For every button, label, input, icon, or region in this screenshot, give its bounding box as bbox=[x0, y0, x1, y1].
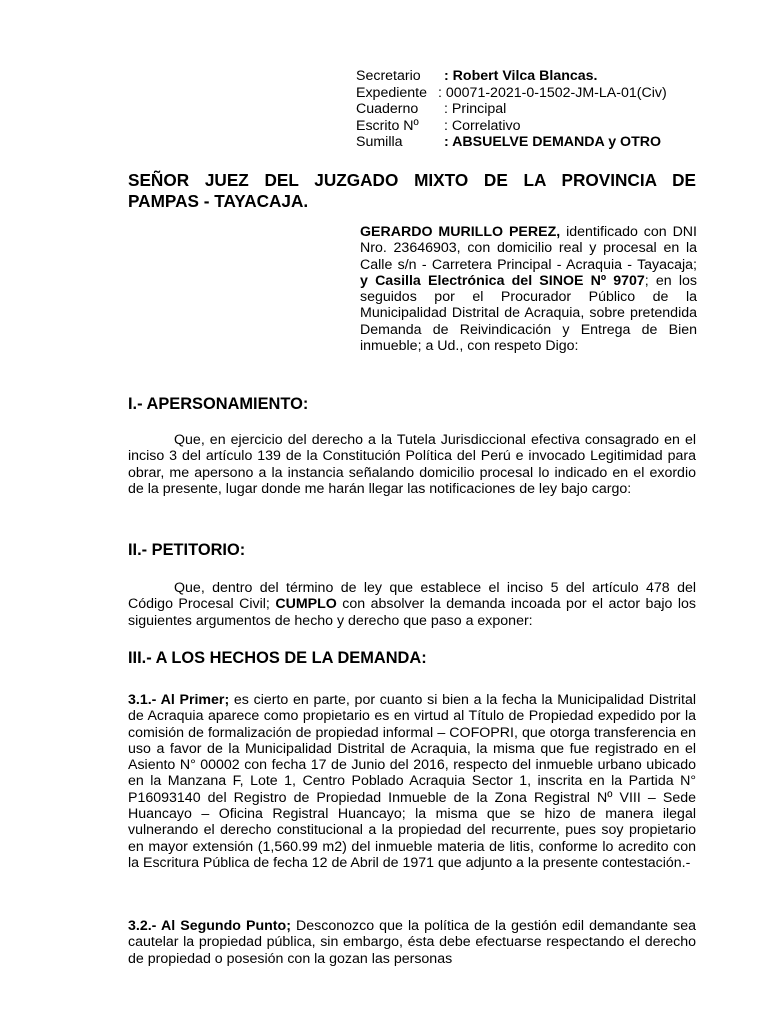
case-header-row bbox=[356, 85, 667, 102]
case-header-row bbox=[356, 101, 667, 118]
escrito-label: Escrito Nº bbox=[356, 117, 419, 134]
case-header-row bbox=[356, 68, 667, 85]
case-header-row bbox=[356, 134, 667, 151]
hechos-3-1-title: 3.1.- Al Primer; bbox=[128, 692, 230, 708]
intro-text-1: identificado con DNI Nro. 23646903, con domicilio real y procesal en la Calle s/n - Carretera Principal - Acraquia - Tayacaja; bbox=[360, 224, 697, 273]
hechos-3-1-text: es cierto en parte, por cuanto si bien a la fecha la Municipalidad Distrital de Acraquia aparece como propietario es en virtud al Título de Propiedad expedido por la comisión de formalización de propiedad informal – COFOPRI, que otorga transferencia en uso a favor de la Municipalidad Distrital de Acraquia, la misma que fue registrado en el Asiento N° 00002 con fecha 17 de Junio del 2016, respecto del inmueble urbano ubicado en la Manzana F, Lote 1, Centro Poblado Acraquia Sector 1, inscrita en la Partida N° P16093140 del Registro de Propiedad Inmueble de la Zona Registral Nº VIII – Sede Huancayo – Oficina Registral Huancayo; la misma que se hizo de manera ilegal vulnerando el derecho constitucional a la propiedad del recurrente, pues soy propietario en mayor extensión (1,560.99 m2) del inmueble materia de litis, conforme lo acredito con la Escritura Pública de fecha 12 de Abril de 1971 que adjunto a la presente contestación.- bbox=[128, 692, 696, 871]
plaintiff-name: GERARDO MURILLO PEREZ, bbox=[360, 224, 561, 240]
hechos-3-2-text: Desconozco que la política de la gestión edil demandante sea cautelar la propiedad pública, sin embargo, ésta debe efectuarse respectando el derecho de propiedad o posesión con la gozan las personas bbox=[128, 918, 696, 967]
petitorio-text-2: con absolver la demanda incoada por el actor bajo los siguientes argumentos de hecho y derecho que paso a exponer: bbox=[128, 596, 696, 629]
petitorio-paragraph bbox=[128, 580, 696, 629]
apersonamiento-paragraph: Que, en ejercicio del derecho a la Tutela Jurisdiccional efectiva consagrado en el inciso 3 del artículo 139 de la Constitución Política del Perú e invocado Legitimidad para obrar, me apersono a la instancia señalando domicilio procesal lo indicado en el exordio de la presente, lugar donde me harán llegar las notificaciones de ley bajo cargo: bbox=[128, 432, 696, 497]
intro-paragraph bbox=[360, 224, 697, 354]
court-address-line1: SEÑOR JUEZ DEL JUZGADO MIXTO DE LA PROVINCIA DE bbox=[128, 170, 696, 190]
expediente-value: : 00071-2021-0-1502-JM-LA-01(Civ) bbox=[438, 84, 667, 101]
case-header-row bbox=[356, 118, 667, 135]
cuaderno-value: : Principal bbox=[444, 101, 507, 118]
expediente-label: Expediente bbox=[356, 84, 427, 101]
section-heading-petitorio: II.- PETITORIO: bbox=[128, 541, 246, 559]
cuaderno-label: Cuaderno bbox=[356, 101, 419, 118]
petitorio-cumplo: CUMPLO bbox=[275, 596, 337, 613]
casilla-electronica: y Casilla Electrónica del SINOE Nº 9707 bbox=[360, 272, 645, 289]
section-heading-apersonamiento: I.- APERSONAMIENTO: bbox=[128, 395, 309, 413]
sumilla-value: : ABSUELVE DEMANDA y OTRO bbox=[444, 134, 662, 151]
hechos-paragraph-3-1 bbox=[128, 692, 696, 871]
secretario-value: : Robert Vilca Blancas. bbox=[444, 68, 598, 84]
section-heading-hechos: III.- A LOS HECHOS DE LA DEMANDA: bbox=[128, 649, 427, 667]
sumilla-label: Sumilla bbox=[356, 134, 403, 151]
intro-text-2: ; en los seguidos por el Procurador Público de la Municipalidad Distrital de Acraquia, sobre pretendida Demanda de Reivindicación y Entrega de Bien inmueble; a Ud., con respeto Digo: bbox=[360, 272, 698, 355]
petitorio-text-1: Que, dentro del término de ley que establece el inciso 5 del artículo 478 del Código Procesal Civil; bbox=[128, 580, 696, 613]
escrito-value: : Correlativo bbox=[444, 117, 521, 134]
case-header bbox=[356, 68, 667, 151]
hechos-3-2-title: 3.2.- Al Segundo Punto; bbox=[128, 918, 291, 934]
court-address bbox=[128, 170, 696, 211]
court-address-line2: PAMPAS - TAYACAJA. bbox=[128, 190, 309, 211]
secretario-label: Secretario bbox=[356, 68, 421, 84]
hechos-paragraph-3-2 bbox=[128, 918, 696, 967]
